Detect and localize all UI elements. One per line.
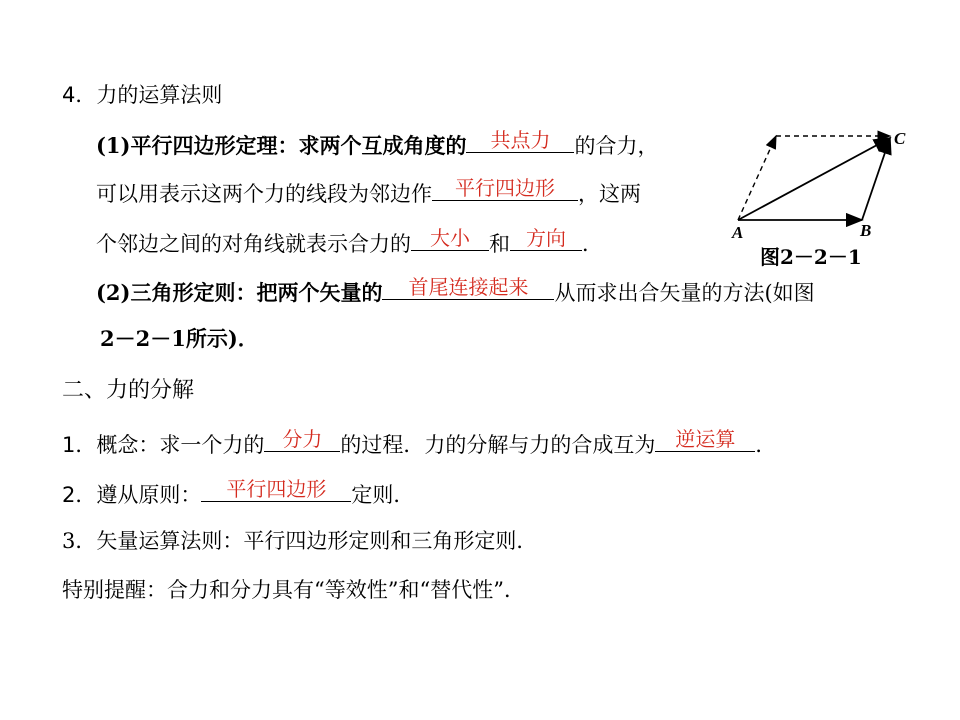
label-a: A [732, 223, 744, 242]
text-segment: 和 [489, 232, 510, 256]
paragraph-line-3 [96, 226, 603, 259]
section-heading [62, 376, 194, 406]
paragraph-line-2 [96, 176, 641, 209]
answer-text: 分力 [282, 427, 323, 451]
answer-blank [510, 226, 582, 251]
text-segment: 个邻边之间的对角线就表示合力的 [96, 232, 411, 256]
answer-blank [432, 176, 578, 201]
special-note [62, 575, 525, 605]
text-segment: (2)三角形定则：把两个矢量的 [96, 280, 383, 305]
answer-blank [264, 427, 340, 452]
section-4-title-text: 4．力的运算法则 [62, 83, 223, 107]
answer-text: 共点力 [490, 128, 551, 152]
text-segment: 2－2－1所示)． [100, 326, 259, 351]
section-heading-text: 二、力的分解 [62, 378, 195, 403]
text-segment: 特别提醒：合力和分力具有“等效性”和“替代性”． [62, 578, 525, 602]
item-2 [62, 477, 414, 510]
figure-caption: 图2－2－1 [760, 245, 862, 269]
text-segment: 可以用表示这两个力的线段为邻边作 [96, 182, 432, 206]
paragraph-line-5 [100, 324, 259, 354]
answer-text: 逆运算 [675, 427, 736, 451]
vector-ac [738, 138, 890, 220]
answer-text: 大小 [430, 226, 470, 250]
text-segment: 3．矢量运算法则：平行四边形定则和三角形定则． [62, 529, 538, 553]
section-4-title [62, 80, 222, 110]
text-segment: (1)平行四边形定理：求两个互成角度的 [96, 133, 467, 158]
text-segment: 的过程．力的分解与力的合成互为 [340, 433, 656, 457]
answer-blank [201, 477, 351, 502]
text-segment: 1．概念：求一个力的 [62, 433, 265, 457]
text-segment: 从而求出合矢量的方法(如图 [554, 281, 815, 305]
paragraph-line-4 [96, 275, 815, 308]
answer-blank [411, 226, 489, 251]
dashed-vector-side [738, 136, 776, 220]
answer-text: 方向 [526, 226, 566, 250]
label-c: C [894, 129, 906, 148]
text-segment: ． [582, 232, 603, 256]
answer-text: 平行四边形 [226, 477, 327, 501]
answer-text: 首尾连接起来 [408, 275, 529, 299]
vector-diagram [724, 120, 924, 245]
label-b: B [860, 221, 872, 240]
paragraph-line-1 [96, 128, 658, 161]
text-segment: 定则． [351, 483, 415, 507]
text-segment: ． [755, 433, 777, 457]
answer-blank [382, 275, 554, 300]
answer-blank [655, 427, 755, 452]
answer-text: 平行四边形 [455, 176, 555, 200]
answer-blank [466, 128, 574, 153]
item-1 [62, 427, 776, 460]
text-segment: 2．遵从原则： [62, 483, 202, 507]
item-3 [62, 526, 537, 556]
text-segment: ，这两 [578, 182, 641, 206]
text-segment: 的合力， [574, 134, 659, 158]
